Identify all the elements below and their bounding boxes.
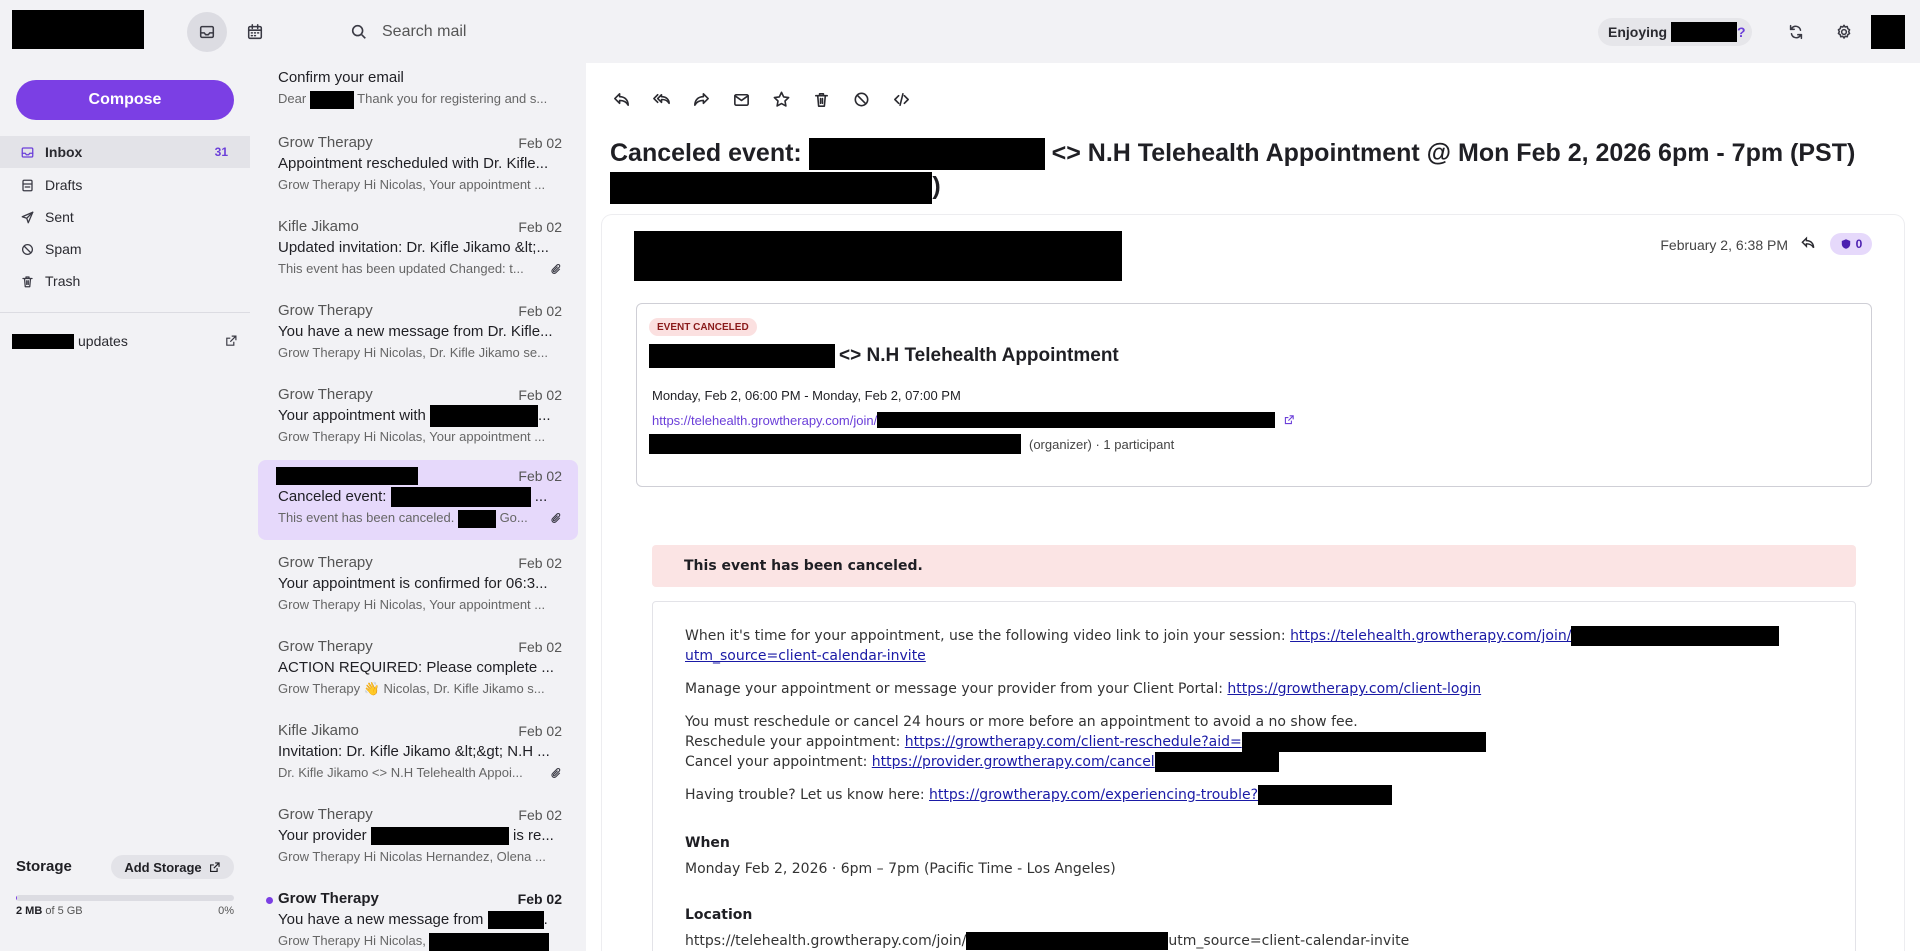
promo-suffix: ? [1737,24,1746,40]
view-source-button[interactable] [890,87,912,111]
external-link-icon [224,334,238,348]
body-text: Reschedule your appointment: [685,734,905,750]
redacted-link [1155,752,1279,772]
promo-text: Enjoying [1608,24,1668,40]
sidebar-item-label: Spam [45,241,82,257]
mail-icon [198,23,216,41]
message-sender: Kifle Jikamo [278,722,359,739]
attachment-indicator [550,512,562,526]
message-item[interactable] [258,799,578,879]
message-subject: Your appointment is confirmed for 06:3... [278,575,548,592]
external-link-icon [208,861,221,874]
event-join-link[interactable] [652,412,1295,428]
drafts-icon [20,178,35,193]
redacted-sender-header [634,231,1122,281]
event-status-badge: EVENT CANCELED [649,318,757,336]
preview-text-2: Go... [495,510,528,525]
star-icon [772,90,791,109]
message-preview: Grow Therapy Hi Nicolas, Dr. Kifle Jikamo se... [278,345,548,360]
message-item-selected[interactable] [258,460,578,540]
event-title-text: <> N.H Telehealth Appointment [839,345,1119,366]
sidebar-item-label: Sent [45,209,74,225]
message-date: Feb 02 [518,555,562,571]
storage-used-text [16,905,83,917]
storage-used-value: 2 MB [16,905,43,917]
message-item[interactable] [258,547,578,627]
sidebar-item-label: Drafts [45,177,83,193]
message-date: Feb 02 [518,387,562,403]
code-icon [892,90,911,109]
join-link[interactable]: https://telehealth.growtherapy.com/join/ [1290,628,1572,644]
subject-text: Your provider [278,827,371,844]
subject-prefix: Canceled event: [610,139,809,167]
calendar-view-button[interactable] [235,12,275,52]
message-item[interactable] [258,211,578,291]
app-logo[interactable] [12,10,144,49]
reply-icon [612,90,631,109]
reply-button[interactable] [610,87,632,111]
sidebar-divider [0,312,250,313]
redacted-name [488,911,544,929]
message-preview: Dr. Kifle Jikamo <> N.H Telehealth Appoi... [278,765,523,780]
message-sender: Grow Therapy [278,554,373,571]
email-subject [610,137,1900,204]
message-sender: Grow Therapy [278,134,373,151]
message-item[interactable] [258,63,578,121]
message-sender: Grow Therapy [278,638,373,655]
join-link-continued[interactable]: utm_source=client-calendar-invite [685,648,926,664]
subject-text: Canceled event: [278,488,391,505]
paperclip-icon [550,263,563,276]
mark-unread-button[interactable] [730,87,752,111]
redacted-link [966,932,1168,950]
star-button[interactable] [770,87,792,111]
sidebar-item-spam[interactable] [0,233,250,265]
message-item[interactable] [258,715,578,795]
body-text: Manage your appointment or message your provider from your Client Portal: [685,681,1228,697]
paperclip-icon [550,512,563,525]
when-heading: When [685,835,730,851]
cancel-link[interactable]: https://provider.growtherapy.com/cancel [871,754,1155,770]
tracker-shield-badge[interactable] [1830,233,1872,255]
compose-button[interactable]: Compose [16,80,234,120]
reply-icon [1800,235,1816,251]
preview-text: This event has been canceled. [278,510,458,525]
body-paragraph [685,732,1823,752]
preview-text-2: Thank you for registering and s... [353,91,548,106]
spam-button[interactable] [850,87,872,111]
paperclip-icon [550,767,563,780]
trash-icon [812,90,831,109]
message-preview [278,508,542,528]
body-paragraph [685,626,1823,666]
message-sender: Kifle Jikamo [278,218,359,235]
redacted-name [310,91,354,109]
reply-all-icon [652,90,671,109]
body-text: When it's time for your appointment, use the following video link to join your session: [685,628,1291,644]
message-date: Feb 02 [518,303,562,319]
updates-label: updates [78,333,128,349]
redacted-brand [1671,22,1737,42]
client-login-link[interactable]: https://growtherapy.com/client-login [1227,681,1482,697]
redacted-email [610,172,932,204]
message-subject: ACTION REQUIRED: Please complete ... [278,659,554,676]
block-icon [852,90,871,109]
message-subject: Confirm your email [278,69,404,86]
message-preview: Grow Therapy Hi Nicolas, Your appointment ... [278,429,546,444]
message-sender: Grow Therapy [278,302,373,319]
sidebar-item-label: Trash [45,273,81,289]
redacted-name [371,827,509,845]
add-storage-label: Add Storage [124,859,202,875]
message-item[interactable] [258,127,578,207]
message-subject [278,825,562,847]
avatar[interactable] [1871,15,1905,49]
redacted-link [877,412,1275,428]
message-preview: Grow Therapy Hi Nicolas Hernandez, Olena ... [278,849,546,864]
redacted-organizer [649,434,1021,454]
message-date: Feb 02 [518,468,562,484]
message-preview [278,89,562,109]
redacted-name [649,344,835,368]
shield-icon [1840,238,1852,250]
unread-count: 31 [214,145,228,159]
message-item[interactable] [258,295,578,375]
message-subject: You have a new message from . [278,911,548,928]
message-subject: Appointment rescheduled with Dr. Kifle... [278,155,549,172]
sidebar-item-label: Inbox [45,144,83,160]
delete-button[interactable] [810,87,832,111]
message-toolbar [610,87,912,111]
preview-text: Grow Therapy Hi Nicolas, [278,933,430,948]
message-sender: Grow Therapy [278,386,373,403]
message-date: Feb 02 [517,891,562,907]
trash-icon [20,274,35,289]
message-preview: Grow Therapy 👋 Nicolas, Dr. Kifle Jikamo s... [278,681,545,696]
message-subject: Updated invitation: Dr. Kifle Jikamo &lt;... [278,239,549,256]
storage-percent: 0% [218,905,234,917]
subject-text: You have a new message from [278,911,488,928]
storage-progress-bar [16,895,234,901]
redacted-name [429,933,549,951]
sidebar-item-sent[interactable] [0,201,250,233]
message-preview: Grow Therapy Hi Nicolas, Your appointment ... [278,177,546,192]
body-text: Having trouble? Let us know here: [685,787,930,803]
redacted-link [1258,785,1392,805]
attachment-indicator [550,263,562,277]
subject-text-2: is re... [508,827,554,844]
external-link-icon [1283,414,1295,426]
sidebar-item-drafts[interactable] [0,169,250,201]
top-bar [0,0,1920,63]
body-paragraph [685,785,1823,805]
preview-text: Dear [278,91,310,106]
email-date: February 2, 6:38 PM [1660,237,1788,253]
refresh-icon [1787,23,1805,41]
message-subject: You have a new message from Dr. Kifle... [278,323,553,340]
message-date: Feb 02 [518,639,562,655]
subject-text: Your appointment with [278,407,431,424]
refresh-button[interactable] [1776,12,1816,52]
send-icon [20,210,35,225]
reschedule-link[interactable]: https://growtherapy.com/client-reschedule?aid= [904,734,1242,750]
redacted-link [1242,732,1486,752]
message-preview [278,931,562,951]
mail-view-button[interactable] [187,12,227,52]
attachment-indicator [550,767,562,781]
message-date: Feb 02 [518,723,562,739]
email-card [602,215,1904,951]
message-date: Feb 02 [518,807,562,823]
redacted-sender [276,467,418,485]
search-bar[interactable] [340,12,840,52]
message-sender: Grow Therapy [278,890,379,907]
message-item[interactable] [258,883,578,951]
message-date: Feb 02 [518,135,562,151]
email-body [652,601,1856,951]
message-item[interactable] [258,379,578,459]
location-url-continued: utm_source=client-calendar-invite [1168,933,1410,949]
sidebar [0,63,250,951]
message-preview: Grow Therapy Hi Nicolas, Your appointment ... [278,597,546,612]
organizer-text: (organizer) · 1 participant [1029,436,1175,452]
add-storage-button[interactable] [111,855,234,879]
message-preview: This event has been updated Changed: t... [278,261,524,276]
redacted-name [430,405,538,427]
redacted-name [809,138,1045,170]
event-title [649,344,1119,368]
subject-suffix: <> N.H Telehealth Appointment @ Mon Feb 2, 2026 6pm - 7pm (PST) [1044,139,1856,167]
inbox-icon [20,145,35,160]
reply-all-button[interactable] [650,87,672,111]
storage-total: of 5 GB [42,905,83,917]
updates-link[interactable] [12,331,240,351]
upgrade-promo-button[interactable] [1598,18,1752,46]
body-paragraph [685,679,1823,699]
location-heading: Location [685,907,753,923]
settings-button[interactable] [1824,12,1864,52]
spam-icon [20,242,35,257]
location-url: https://telehealth.growtherapy.com/join/ [685,933,967,949]
search-input[interactable] [382,23,782,41]
quick-reply-button[interactable] [1800,235,1818,253]
body-paragraph: You must reschedule or cancel 24 hours or more before an appointment to avoid a no show fee. [685,714,1358,730]
redacted-link [1571,626,1779,646]
location-text [685,931,1823,951]
message-item[interactable] [258,631,578,711]
calendar-icon [246,23,264,41]
event-time: Monday, Feb 2, 06:00 PM - Monday, Feb 2, 07:00 PM [652,388,961,403]
message-subject: Canceled event: ... [278,486,562,508]
redacted-name [391,487,531,507]
message-subject: Invitation: Dr. Kifle Jikamo &lt;&gt; N.H ... [278,743,550,760]
redacted-label [12,334,74,349]
body-text: Cancel your appointment: [685,754,872,770]
forward-button[interactable] [690,87,712,111]
canceled-banner: This event has been canceled. [652,545,1856,587]
unread-dot [266,897,273,904]
forward-icon [692,90,711,109]
envelope-icon [732,90,751,109]
message-list [250,63,586,951]
calendar-event-card [636,303,1872,487]
gear-icon [1835,23,1853,41]
sidebar-item-inbox[interactable] [0,136,250,168]
redacted-name [458,510,496,528]
body-paragraph [685,752,1823,772]
event-organizer [649,434,1174,454]
message-date: Feb 02 [518,219,562,235]
tracker-count: 0 [1855,237,1863,251]
message-subject: Your appointment with ... [278,405,562,427]
storage-label: Storage [16,858,72,875]
event-link-text: https://telehealth.growtherapy.com/join/ [652,412,878,428]
reading-pane [586,63,1920,951]
sidebar-item-trash[interactable] [0,265,250,297]
message-sender: Grow Therapy [278,806,373,823]
subject-paren-close: ) [932,172,941,201]
trouble-link[interactable]: https://growtherapy.com/experiencing-trouble? [929,787,1258,803]
when-text: Monday Feb 2, 2026 · 6pm – 7pm (Pacific Time - Los Angeles) [685,861,1116,877]
search-icon [350,23,368,41]
